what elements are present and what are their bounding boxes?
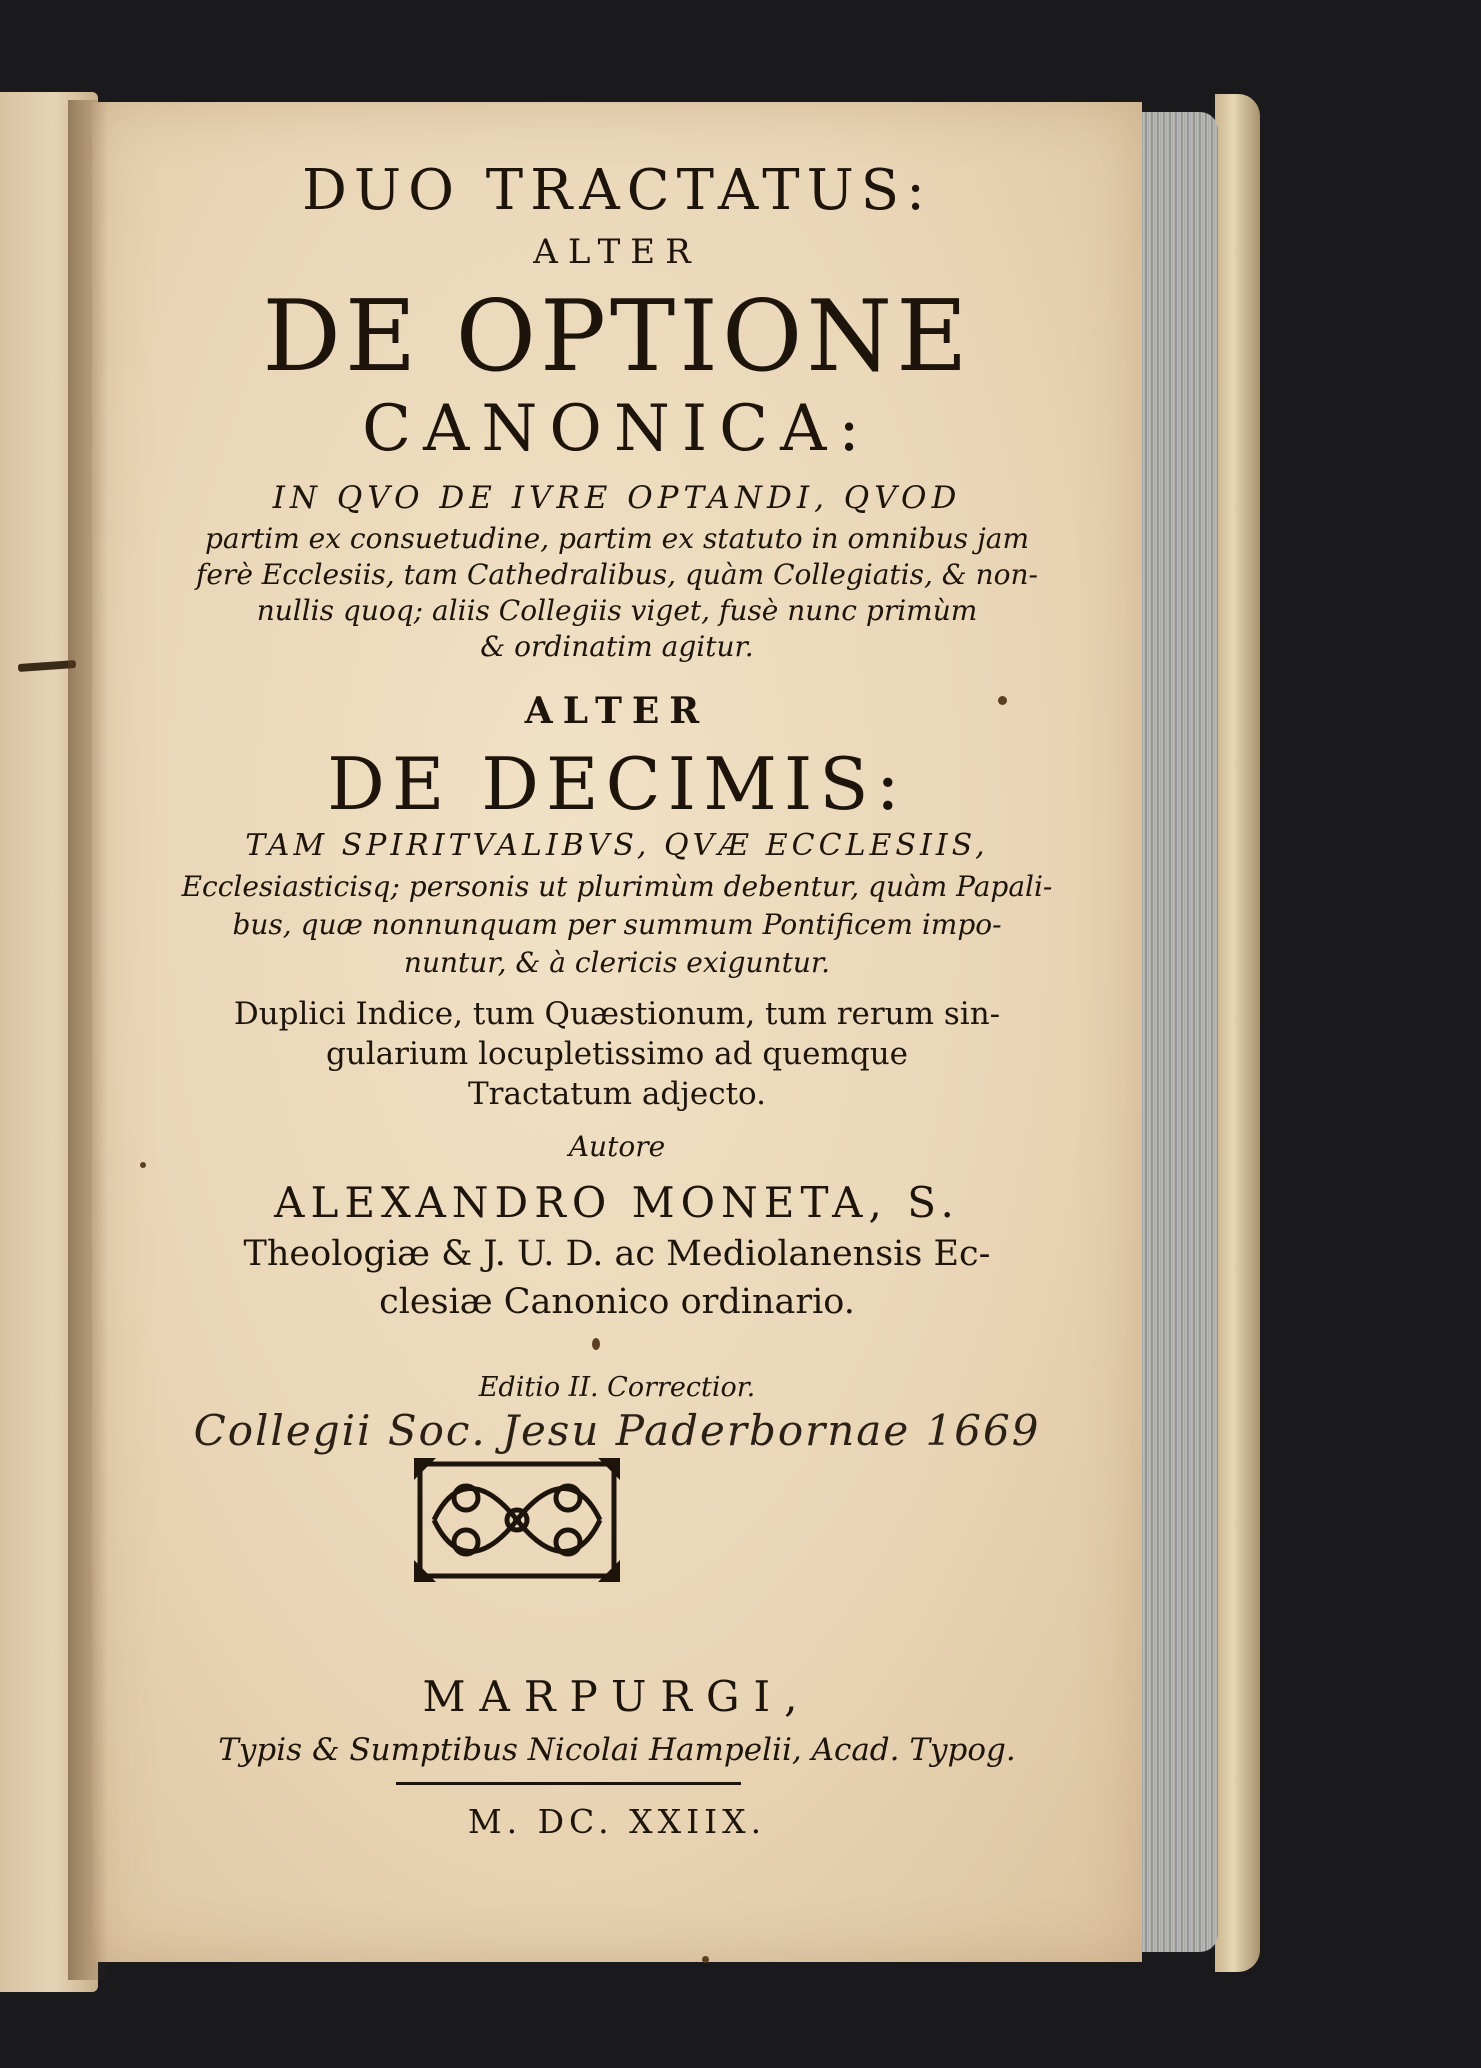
gutter-shadow	[68, 100, 108, 1980]
index-line: Tractatum adjecto.	[467, 1076, 767, 1112]
title-canonica: CANONICA:	[362, 392, 872, 466]
subtitle-line: Ecclesiasticisq; personis ut plurimùm debentur, quàm Papali-	[181, 870, 1053, 903]
divider-rule	[396, 1782, 741, 1785]
index-line: Duplici Indice, tum Quæstionum, tum rerum sin-	[233, 996, 1001, 1032]
subtitle-caps-1: IN QVO DE IVRE OPTANDI, QVOD	[272, 480, 962, 516]
paper-speck	[998, 696, 1007, 705]
subtitle-line: nuntur, & à clericis exiguntur.	[403, 946, 831, 979]
alter-label-1: ALTER	[533, 232, 701, 272]
author-title-line: Theologiæ & J. U. D. ac Mediolanensis Ec-	[243, 1234, 991, 1274]
title-de-optione: DE OPTIONE	[262, 280, 972, 394]
subtitle-line: nullis quoq; aliis Collegiis viget, fusè nunc primùm	[256, 594, 978, 627]
autore-label: Autore	[568, 1130, 666, 1163]
paper-speck	[702, 1956, 709, 1963]
paper-speck	[592, 1338, 600, 1350]
index-line: gularium locupletissimo ad quemque	[325, 1036, 909, 1072]
page-block-edges	[1136, 112, 1218, 1952]
title-page	[92, 102, 1142, 1962]
edition-note: Editio II. Correctior.	[478, 1372, 756, 1403]
author-title-line: clesiæ Canonico ordinario.	[379, 1282, 855, 1322]
cover-edge	[1215, 94, 1260, 1972]
alter-label-2: ALTER	[524, 690, 710, 732]
printer-ornament-icon	[414, 1458, 620, 1582]
place-of-printing: MARPURGI,	[422, 1672, 812, 1721]
paper-speck	[140, 1162, 146, 1168]
author-name: ALEXANDRO MONETA, S.	[274, 1178, 960, 1227]
subtitle-caps-2: TAM SPIRITVALIBVS, QVÆ ECCLESIIS,	[245, 828, 989, 863]
subtitle-line: partim ex consuetudine, partim ex statuto in omnibus jam	[204, 522, 1029, 555]
publication-year: M. DC. XXIIX.	[467, 1802, 767, 1841]
printer-line: Typis & Sumptibus Nicolai Hampelii, Acad. Typog.	[218, 1732, 1016, 1768]
title-de-decimis: DE DECIMIS:	[327, 742, 907, 826]
subtitle-line: bus, quæ nonnunquam per summum Pontificem impo-	[232, 908, 1002, 941]
heading-duo-tractatus: DUO TRACTATUS:	[301, 158, 933, 223]
subtitle-line: ferè Ecclesiis, tam Cathedralibus, quàm Collegiatis, & non-	[196, 558, 1038, 591]
handwritten-provenance: Collegii Soc. Jesu Paderbornae 1669	[193, 1406, 1041, 1455]
subtitle-line: & ordinatim agitur.	[480, 630, 754, 663]
